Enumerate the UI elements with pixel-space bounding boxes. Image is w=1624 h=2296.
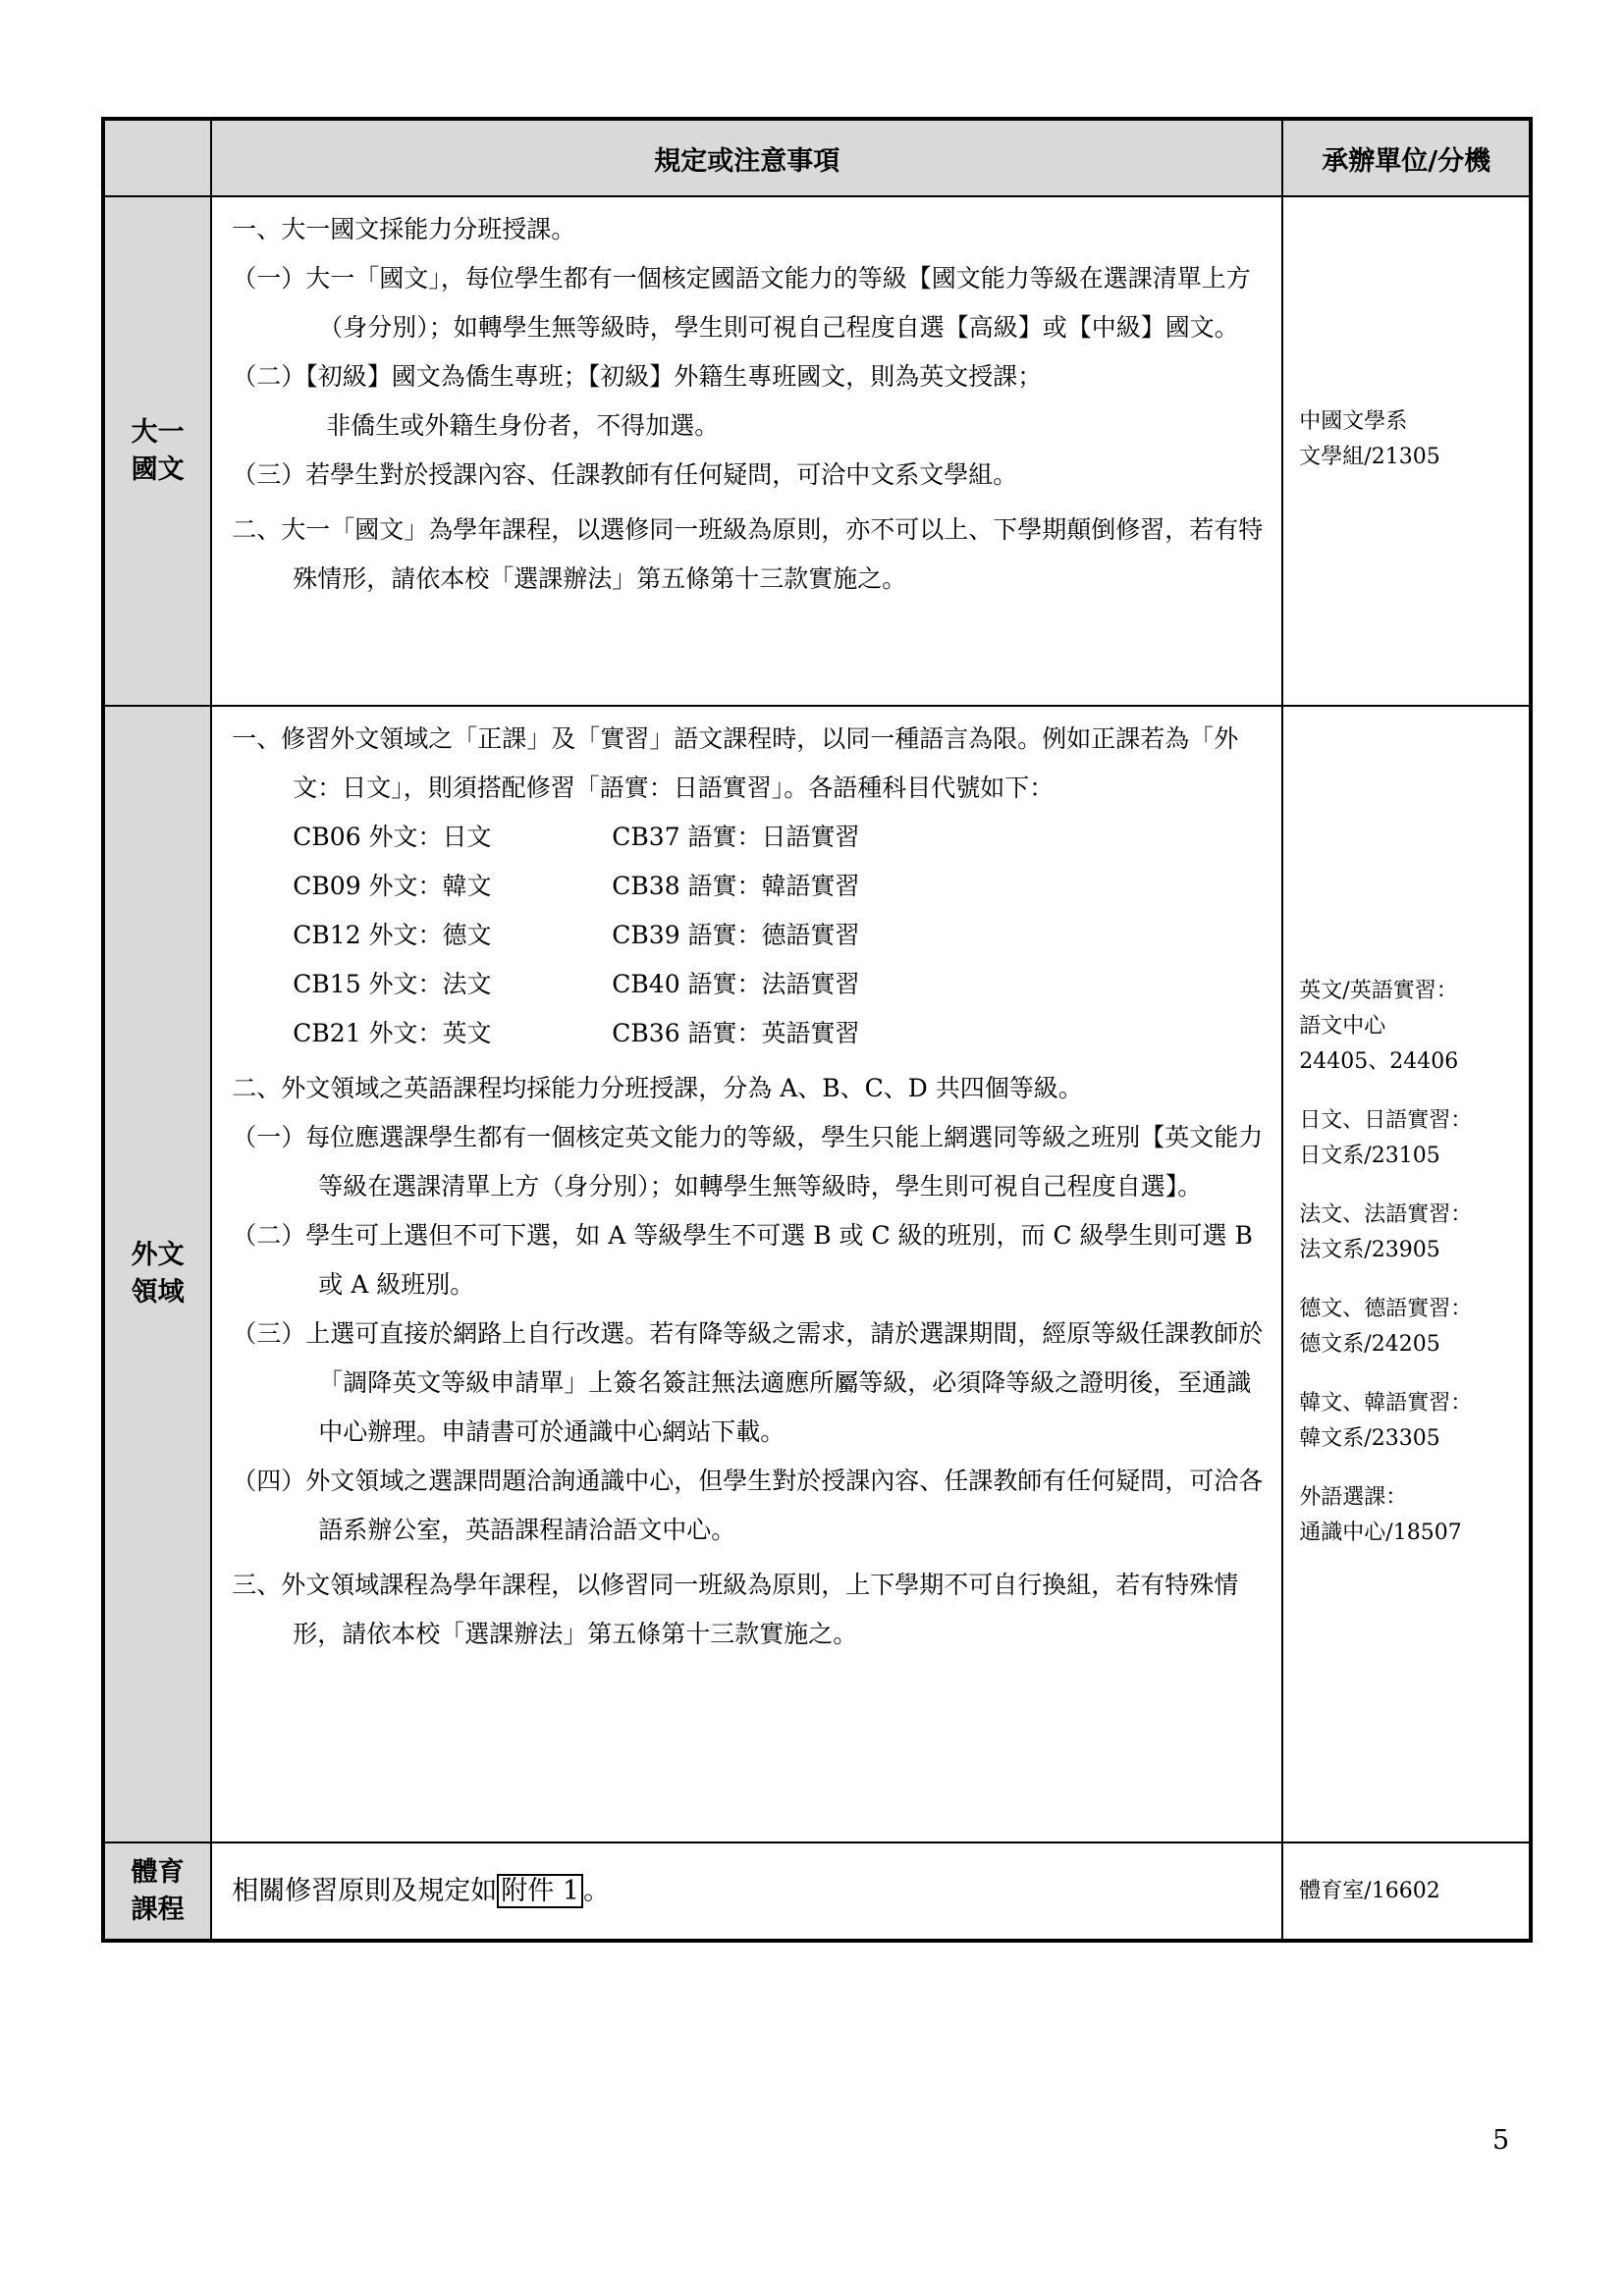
contact-line: 法文、法語實習：	[1299, 1202, 1473, 1227]
contact-cell	[1282, 1842, 1531, 1941]
contact-line: 德文系/24205	[1299, 1332, 1440, 1357]
contact-line: 德文、德語實習：	[1299, 1297, 1473, 1321]
course-code: CB37 語實：日語實習	[612, 823, 860, 851]
contact-block	[1299, 974, 1519, 1080]
course-code: CB09 外文：韓文	[293, 872, 492, 900]
course-code: CB39 語實：德語實習	[612, 921, 860, 949]
contact-line: 外語選課：	[1299, 1485, 1408, 1510]
rule-paragraph: （三）上選可直接於網路上自行改選。若有降等級之需求，請於選課期間，經原等級任課教師於「調降英文等級申請單」上簽名簽註無法適應所屬等級，必須降等級之證明後，至通識中心辦理。申請書可於通識中心網站下載。	[232, 1319, 1264, 1446]
contact-block	[1299, 1386, 1519, 1457]
contact-block	[1299, 404, 1519, 475]
contact-line: 英文/英語實習：	[1299, 979, 1458, 1003]
course-code: CB12 外文：德文	[293, 921, 492, 949]
table-header-row	[103, 119, 1531, 196]
rule-paragraph: （四）外文領域之選課問題洽詢通識中心，但學生對於授課內容、任課教師有任何疑問，可洽各語系辦公室，英語課程請洽語文中心。	[232, 1467, 1264, 1544]
rule-paragraph: 一、修習外文領域之「正課」及「實習」語文課程時，以同一種語言為限。例如正課若為「外文：日文」，則須搭配修習「語實：日語實習」。各語種科目代號如下：	[232, 724, 1239, 802]
rules-cell	[211, 196, 1282, 706]
rule-paragraph: 非僑生或外籍生身份者，不得加選。	[326, 411, 720, 440]
category-cell	[103, 706, 211, 1842]
contact-line: 通識中心/18507	[1299, 1521, 1462, 1545]
contact-line: 韓文系/23305	[1299, 1426, 1440, 1451]
table-row	[103, 706, 1531, 1842]
contact-line: 法文系/23905	[1299, 1238, 1440, 1262]
rule-paragraph: 二、外文領域之英語課程均採能力分班授課，分為 A、B、C、D 共四個等級。	[232, 1074, 1083, 1102]
category-line: 課程	[131, 1894, 185, 1925]
course-code-list	[232, 813, 1264, 1058]
contact-line: 24405、24406	[1299, 1049, 1459, 1074]
header-contact: 承辦單位/分機	[1282, 119, 1531, 196]
header-category	[103, 119, 211, 196]
contact-line: 韓文、韓語實習：	[1299, 1391, 1473, 1415]
contact-block	[1299, 1198, 1519, 1268]
rule-paragraph: （一）每位應選課學生都有一個核定英文能力的等級，學生只能上網選同等級之班別【英文能力等級在選課清單上方（身分別）；如轉學生無等級時，學生則可視自己程度自選】。	[232, 1123, 1264, 1201]
contact-cell	[1282, 196, 1531, 706]
contact-block	[1299, 1480, 1519, 1551]
course-code: CB40 語實：法語實習	[612, 970, 860, 998]
category-line: 國文	[131, 454, 185, 485]
pe-rule-text: 相關修習原則及規定如	[232, 1875, 498, 1906]
course-code: CB15 外文：法文	[293, 970, 492, 998]
contact-line: 文學組/21305	[1299, 444, 1440, 469]
category-cell	[103, 196, 211, 706]
rule-paragraph: 二、大一「國文」為學年課程，以選修同一班級為原則，亦不可以上、下學期顛倒修習，若有特殊情形，請依本校「選課辦法」第五條第十三款實施之。	[232, 515, 1264, 593]
contact-block	[1299, 1103, 1519, 1174]
contact-block	[1299, 1292, 1519, 1362]
pe-rule-text-end: 。	[583, 1875, 611, 1906]
rules-cell	[211, 706, 1282, 1842]
category-cell	[103, 1842, 211, 1941]
rules-cell	[211, 1842, 1282, 1941]
table-row	[103, 1842, 1531, 1941]
contact-line: 日文系/23105	[1299, 1144, 1440, 1168]
contact-line: 語文中心	[1299, 1014, 1386, 1039]
course-code: CB06 外文：日文	[293, 823, 492, 851]
contact-line: 中國文學系	[1299, 408, 1408, 434]
header-rules: 規定或注意事項	[211, 119, 1282, 196]
contact-line: 體育室/16602	[1299, 1878, 1440, 1903]
rule-paragraph: 三、外文領域課程為學年課程，以修習同一班級為原則，上下學期不可自行換組，若有特殊情形，請依本校「選課辦法」第五條第十三款實施之。	[232, 1571, 1239, 1648]
attachment-reference: 附件 1	[497, 1874, 583, 1908]
rule-paragraph: （一）大一「國文」，每位學生都有一個核定國語文能力的等級【國文能力等級在選課清單上方（身分別）；如轉學生無等級時，學生則可視自己程度自選【高級】或【中級】國文。	[232, 264, 1251, 342]
course-code: CB38 語實：韓語實習	[612, 872, 860, 900]
rule-paragraph: （三）若學生對於授課內容、任課教師有任何疑問，可洽中文系文學組。	[232, 460, 1018, 489]
course-rules-table	[101, 117, 1533, 1943]
rule-paragraph: （二）學生可上選但不可下選，如 A 等級學生不可選 B 或 C 級的班別，而 C 級學生則可選 B 或 A 級班別。	[232, 1221, 1253, 1299]
category-line: 大一	[131, 416, 185, 448]
rule-paragraph: 一、大一國文採能力分班授課。	[232, 215, 576, 243]
category-line: 體育	[131, 1856, 185, 1888]
page-number: 5	[1492, 2125, 1510, 2156]
table-row	[103, 196, 1531, 706]
contact-line: 日文、日語實習：	[1299, 1108, 1473, 1133]
category-line: 外文	[131, 1240, 185, 1270]
contact-cell	[1282, 706, 1531, 1842]
course-code: CB36 語實：英語實習	[612, 1019, 860, 1047]
rule-paragraph: （二）【初級】國文為僑生專班；【初級】外籍生專班國文，則為英文授課；	[232, 362, 1043, 391]
category-line: 領域	[131, 1277, 185, 1308]
course-code: CB21 外文：英文	[293, 1019, 492, 1047]
